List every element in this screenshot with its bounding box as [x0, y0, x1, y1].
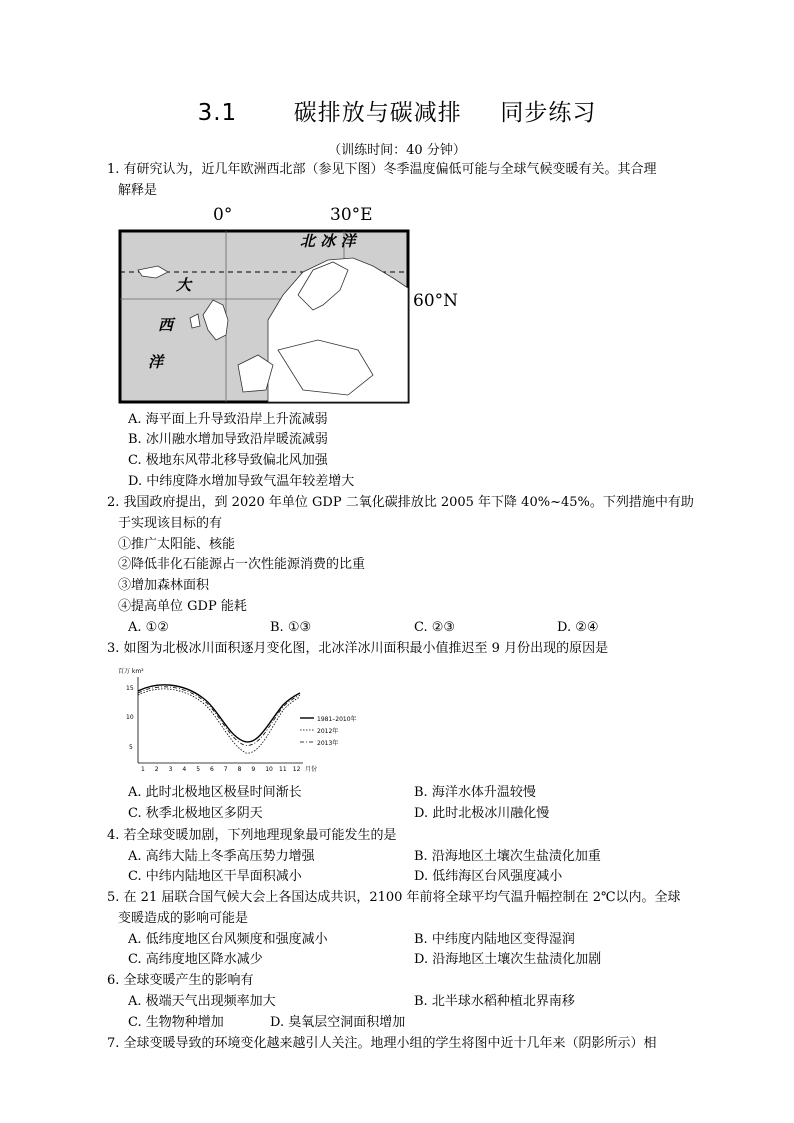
x-tick: 12 — [292, 766, 301, 773]
x-unit: 月份 — [305, 766, 318, 773]
q2-item-3: ③增加森林面积 — [118, 578, 210, 593]
title-sub: 同步练习 — [500, 100, 597, 126]
y-tick-5: 5 — [129, 744, 133, 751]
q3-stem-1: 3. 如图为北极冰川面积逐月变化图，北冰洋冰川面积最小值推迟至 9 月份出现的原因是 — [107, 641, 609, 656]
q6-option-d: D. 臭氧层空洞面积增加 — [270, 1015, 406, 1030]
x-tick: 6 — [210, 766, 214, 773]
q3-option-a: A. 此时北极地区极昼时间渐长 — [128, 785, 302, 800]
x-tick: 3 — [168, 766, 173, 773]
x-tick: 1 — [141, 766, 145, 773]
q6-stem-1: 6. 全球变暖产生的影响有 — [107, 973, 254, 988]
lon-0-label: 0° — [213, 205, 233, 225]
q2-item-4: ④提高单位 GDP 能耗 — [118, 599, 247, 614]
q2-stem-1: 2. 我国政府提出，到 2020 年单位 GDP 二氧化碳排放比 2005 年下降 40%~45%。下列措施中有助 — [107, 495, 694, 510]
x-tick: 5 — [196, 766, 201, 773]
page-title — [0, 94, 794, 127]
atlantic-label-2: 西 — [158, 316, 174, 334]
title-main: 碳排放与碳减排 — [293, 100, 462, 126]
q4-option-a: A. 高纬大陆上冬季高压势力增强 — [128, 849, 315, 864]
time-note: （训练时间：40 分钟） — [328, 143, 466, 158]
q4-stem-1: 4. 若全球变暖加剧，下列地理现象最可能发生的是 — [107, 828, 397, 843]
q1-option-b: B. 冰川融水增加导致沿岸暖流减弱 — [128, 432, 328, 447]
x-tick: 9 — [251, 766, 256, 773]
lat-60n-label: 60°N — [413, 291, 459, 311]
q3-option-c: C. 秋季北极地区多阴天 — [128, 806, 263, 821]
q1-option-c: C. 极地东风带北移导致偏北风加强 — [128, 453, 328, 468]
y-unit: 百万 km² — [118, 668, 144, 675]
q2-item-1: ①推广太阳能、核能 — [118, 537, 236, 552]
q5-option-a: A. 低纬度地区台风频度和强度减小 — [128, 932, 328, 947]
y-tick-10: 10 — [126, 714, 134, 721]
atlantic-label-3: 洋 — [148, 353, 164, 371]
q2-option-a: A. ①② — [128, 620, 169, 635]
q5-option-d: D. 沿海地区土壤次生盐渍化加剧 — [414, 952, 602, 967]
arctic-ocean-label: 北 冰 洋 — [300, 232, 356, 250]
lon-30e-label: 30°E — [330, 205, 373, 225]
q5-stem-2: 变暖造成的影响可能是 — [118, 911, 249, 926]
legend-2013: 2013年 — [317, 740, 339, 747]
arctic-ice-chart — [118, 663, 378, 778]
q7-stem-1: 7. 全球变暖导致的环境变化越来越引人关注。地理小组的学生将图中近十几年来（阴影所示）相 — [107, 1036, 657, 1051]
q4-option-c: C. 中纬内陆地区干旱面积减小 — [128, 869, 302, 884]
q3-option-b: B. 海洋水体升温较慢 — [414, 785, 536, 800]
q6-option-a: A. 极端天气出现频率加大 — [128, 994, 276, 1009]
series-2012 — [138, 689, 300, 753]
q1-stem-2: 解释是 — [118, 183, 158, 198]
q5-stem-1: 5. 在 21 届联合国气候大会上各国达成共识，2100 年前将全球平均气温升幅控制在 2℃以内。全球 — [107, 890, 681, 905]
q5-option-c: C. 高纬度地区降水减少 — [128, 952, 263, 967]
q2-option-b: B. ①③ — [270, 620, 312, 635]
q6-option-b: B. 北半球水稻种植北界南移 — [414, 994, 575, 1009]
title-number: 3.1 — [197, 100, 238, 126]
q2-option-d: D. ②④ — [557, 620, 599, 635]
x-tick: 8 — [237, 766, 242, 773]
q3-option-d: D. 此时北极冰川融化慢 — [414, 806, 550, 821]
legend-2012: 2012年 — [317, 728, 339, 735]
x-tick: 10 — [265, 766, 273, 773]
q2-item-2: ②降低非化石能源占一次性能源消费的比重 — [118, 557, 366, 572]
y-tick-15: 15 — [126, 685, 134, 692]
q1-stem-1: 1. 有研究认为，近几年欧洲西北部（参见下图）冬季温度偏低可能与全球气候变暖有关。其合理 — [107, 162, 657, 177]
x-tick: 7 — [223, 766, 228, 773]
q6-option-c: C. 生物物种增加 — [128, 1015, 224, 1030]
q5-option-b: B. 中纬度内陆地区变得湿润 — [414, 932, 575, 947]
q4-option-d: D. 低纬海区台风强度减小 — [414, 869, 563, 884]
q1-option-d: D. 中纬度降水增加导致气温年较差增大 — [128, 474, 355, 489]
atlantic-label-1: 大 — [176, 276, 192, 294]
q2-stem-2: 于实现该目标的有 — [118, 516, 223, 531]
x-tick: 4 — [182, 766, 187, 773]
series-1981-2010 — [138, 685, 300, 742]
q4-option-b: B. 沿海地区土壤次生盐渍化加重 — [414, 849, 601, 864]
q1-option-a: A. 海平面上升导致沿岸上升流减弱 — [128, 412, 328, 427]
q2-option-c: C. ②③ — [414, 620, 456, 635]
europe-map — [118, 200, 468, 410]
legend-1981-2010: 1981–2010年 — [317, 716, 357, 723]
x-tick: 11 — [279, 766, 287, 773]
x-tick: 2 — [154, 766, 159, 773]
